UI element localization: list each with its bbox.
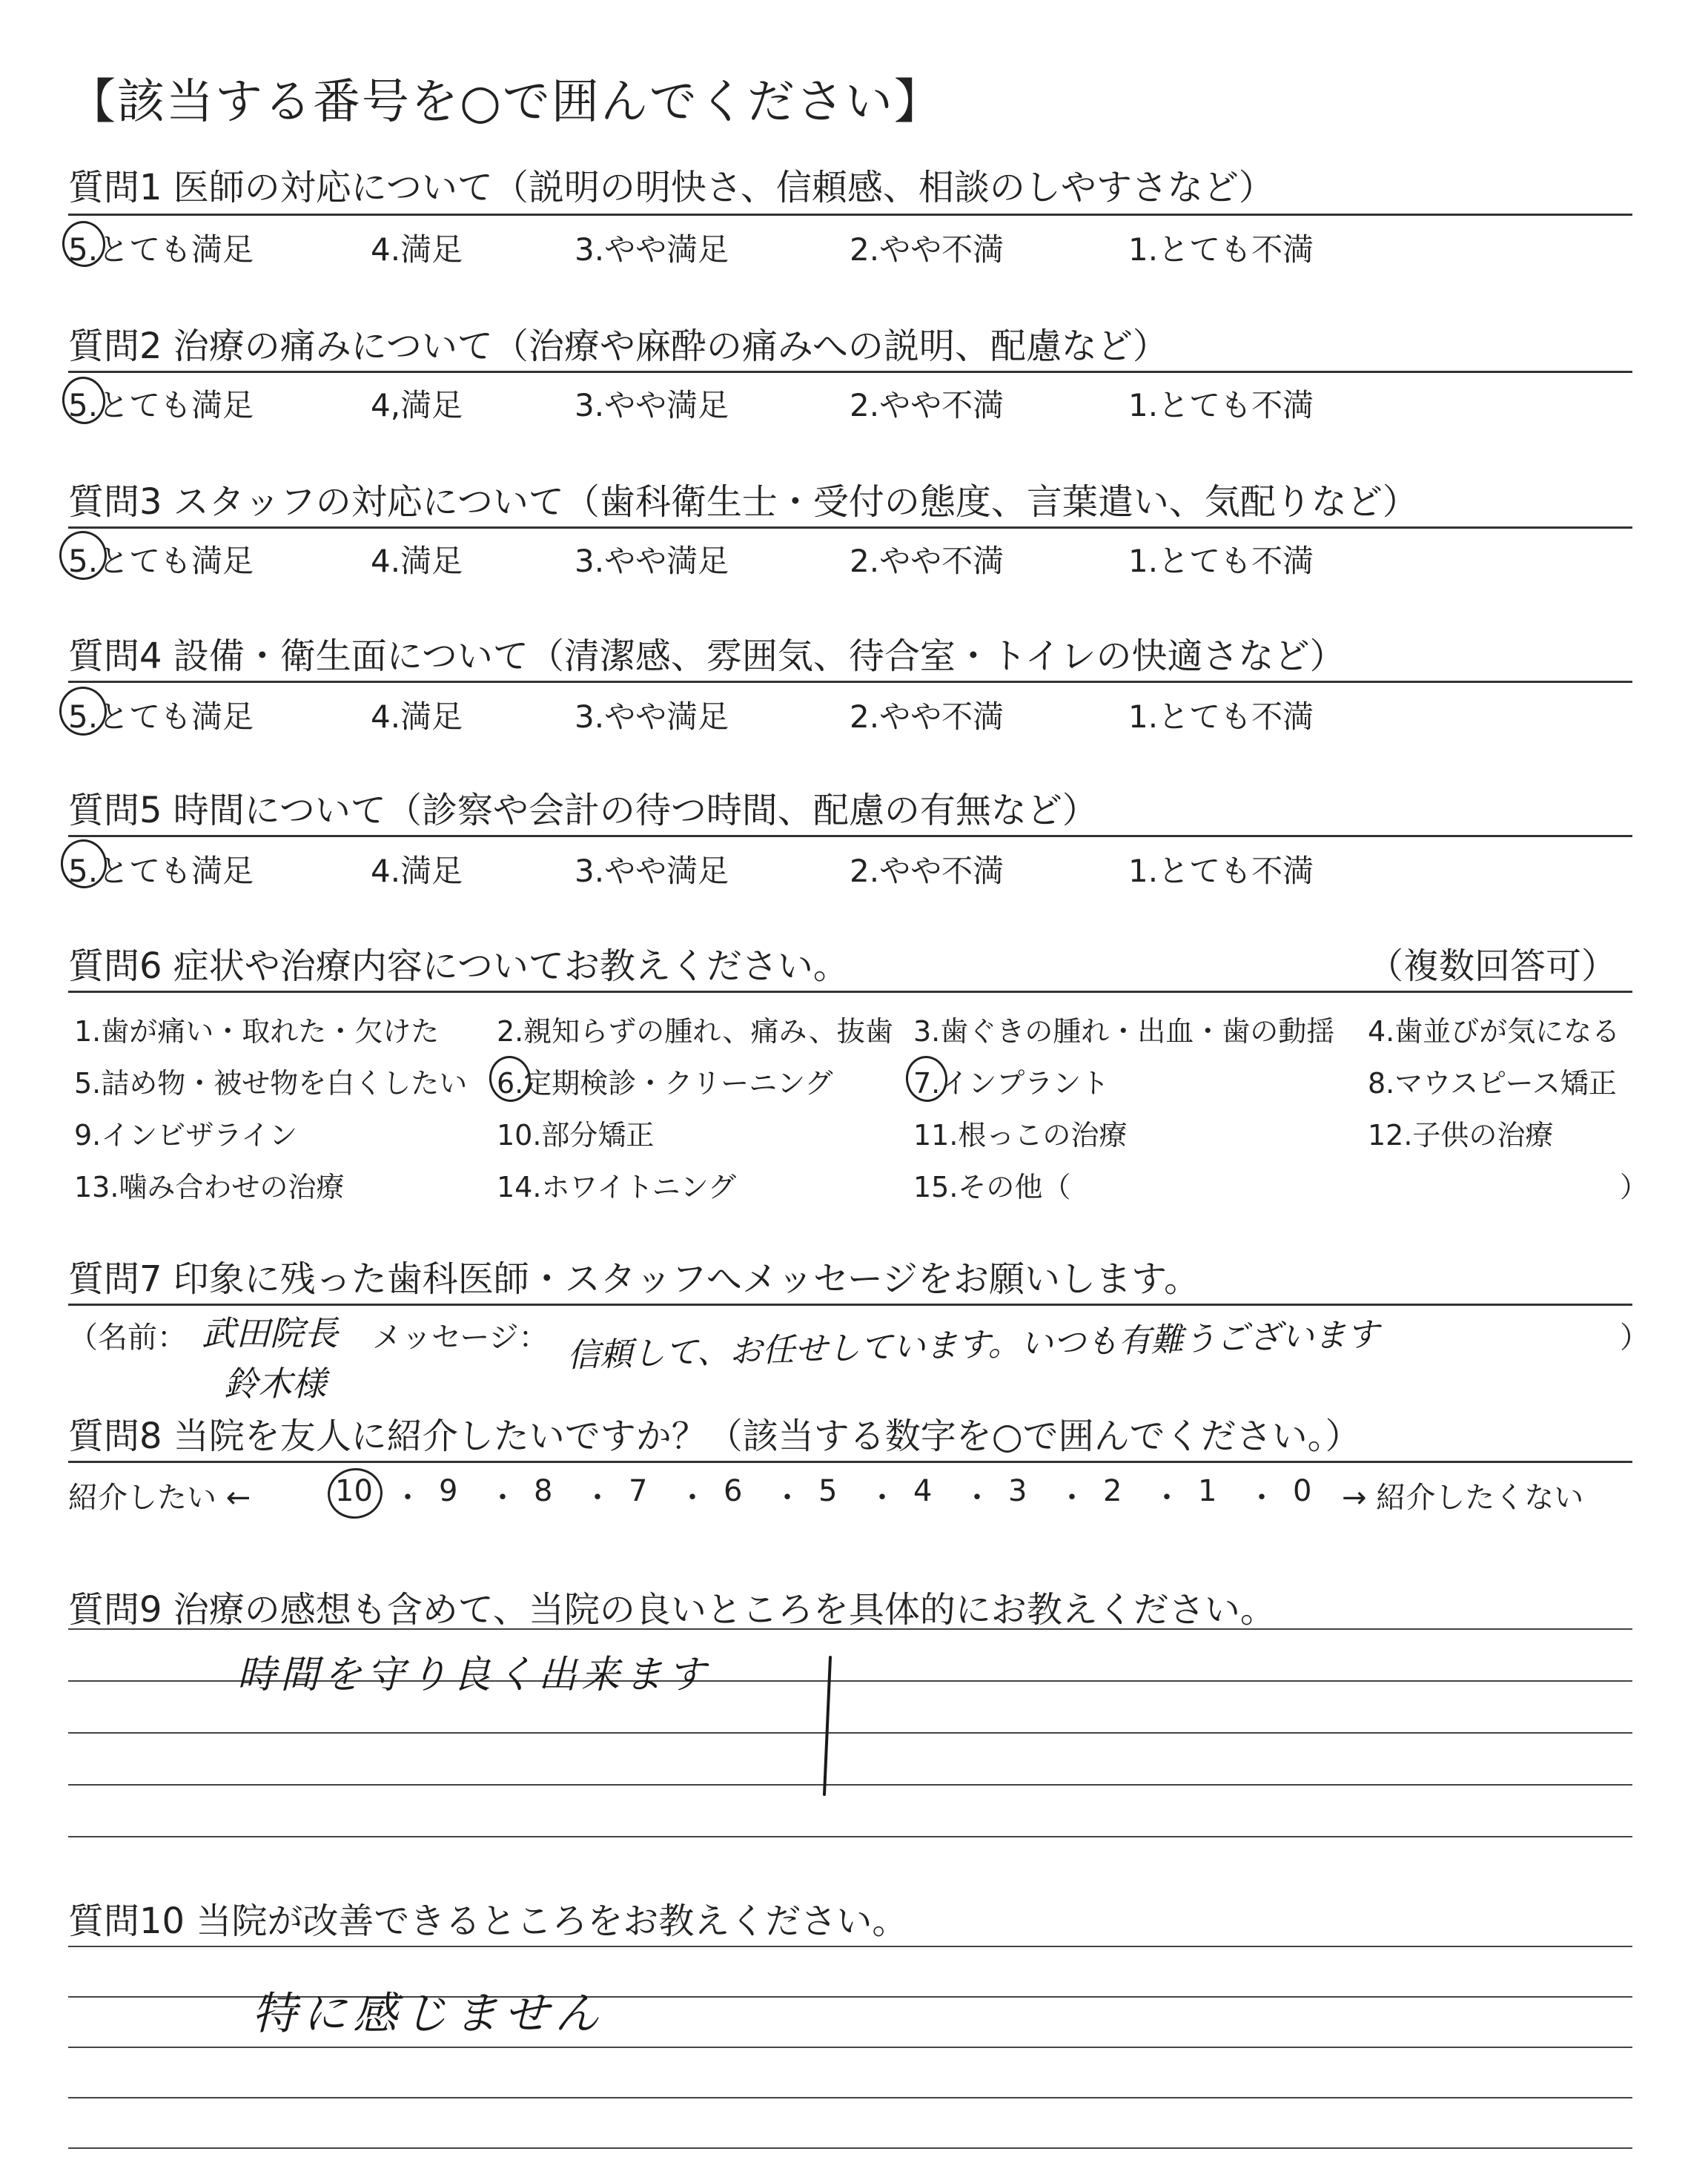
q8-scale-5[interactable]: 5 bbox=[818, 1474, 838, 1508]
question-8-title: 質問8 当院を友人に紹介したいですか？（該当する数字を○で囲んでください。） bbox=[68, 1416, 1361, 1457]
q2-option-5[interactable]: 5.とても満足 bbox=[68, 387, 254, 423]
q8-scale-dot: ・ bbox=[772, 1481, 802, 1515]
q6-item-14[interactable]: 14.ホワイトニング bbox=[497, 1171, 737, 1203]
question-9-title: 質問9 治療の感想も含めて、当院の良いところを具体的にお教えください。 bbox=[68, 1589, 1276, 1631]
question-7-title: 質問7 印象に残った歯科医師・スタッフへメッセージをお願いします。 bbox=[68, 1258, 1200, 1300]
q5-option-1[interactable]: 1.とても不満 bbox=[1128, 853, 1314, 889]
q3-option-5[interactable]: 5.とても満足 bbox=[68, 543, 254, 579]
q6-item-8[interactable]: 8.マウスピース矯正 bbox=[1368, 1067, 1617, 1100]
form-heading: 【該当する番号を○で囲んでください】 bbox=[68, 75, 943, 130]
question-2-title: 質問2 治療の痛みについて（治療や麻酔の痛みへの説明、配慮など） bbox=[68, 326, 1168, 367]
q8-scale-0[interactable]: 0 bbox=[1293, 1474, 1312, 1508]
question-6-rule bbox=[68, 991, 1632, 993]
q8-scale-7[interactable]: 7 bbox=[629, 1474, 648, 1508]
q1-option-2[interactable]: 2.やや不満 bbox=[850, 231, 1004, 268]
q6-item-2[interactable]: 2.親知らずの腫れ、痛み、抜歯 bbox=[497, 1015, 893, 1048]
q5-option-3[interactable]: 3.やや満足 bbox=[575, 853, 729, 889]
question-10-title: 質問10 当院が改善できるところをお教えください。 bbox=[68, 1900, 908, 1942]
q1-option-5[interactable]: 5.とても満足 bbox=[68, 231, 254, 268]
q10-writing-line bbox=[68, 2047, 1632, 2048]
q7-name-handwritten-1[interactable]: 武田院長 bbox=[202, 1313, 338, 1353]
q8-scale-dot: ・ bbox=[1247, 1481, 1277, 1515]
q8-scale-dot: ・ bbox=[393, 1481, 423, 1515]
question-4-rule bbox=[68, 681, 1632, 683]
q4-option-1[interactable]: 1.とても不満 bbox=[1128, 698, 1314, 735]
q5-option-4[interactable]: 4.満足 bbox=[371, 853, 463, 889]
q4-option-4[interactable]: 4.満足 bbox=[371, 698, 463, 735]
q8-scale-dot: ・ bbox=[1152, 1481, 1182, 1515]
q8-scale-9[interactable]: 9 bbox=[439, 1474, 458, 1508]
q2-option-1[interactable]: 1.とても不満 bbox=[1128, 387, 1314, 423]
q6-item-11[interactable]: 11.根っこの治療 bbox=[913, 1119, 1128, 1152]
question-7-rule bbox=[68, 1304, 1632, 1306]
q6-item-6[interactable]: 6.定期検診・クリーニング bbox=[497, 1067, 833, 1100]
q9-writing-line bbox=[68, 1628, 1632, 1630]
q3-option-2[interactable]: 2.やや不満 bbox=[850, 543, 1004, 579]
question-1-title: 質問1 医師の対応について（説明の明快さ、信頼感、相談のしやすさなど） bbox=[68, 167, 1274, 208]
q5-option-5[interactable]: 5.とても満足 bbox=[68, 853, 254, 889]
q8-scale-6[interactable]: 6 bbox=[724, 1474, 743, 1508]
q6-item-15[interactable]: 15.その他（ bbox=[913, 1171, 1071, 1203]
question-2-rule bbox=[68, 371, 1632, 373]
q5-option-2[interactable]: 2.やや不満 bbox=[850, 853, 1004, 889]
q6-item-12[interactable]: 12.子供の治療 bbox=[1368, 1119, 1554, 1152]
q9-writing-line bbox=[68, 1784, 1632, 1786]
question-4-title: 質問4 設備・衛生面について（清潔感、雰囲気、待合室・トイレの快適さなど） bbox=[68, 635, 1345, 677]
q7-message-label: メッセージ： bbox=[372, 1321, 549, 1355]
q6-item-7[interactable]: 7.インプラント bbox=[913, 1067, 1110, 1100]
q6-item-3[interactable]: 3.歯ぐきの腫れ・出血・歯の動揺 bbox=[913, 1015, 1335, 1048]
q6-item-13[interactable]: 13.噛み合わせの治療 bbox=[74, 1171, 345, 1203]
q8-scale-2[interactable]: 2 bbox=[1103, 1474, 1122, 1508]
q8-right-label: → 紹介したくない bbox=[1342, 1481, 1584, 1515]
q8-scale-dot: ・ bbox=[583, 1481, 612, 1515]
q6-item-10[interactable]: 10.部分矯正 bbox=[497, 1119, 655, 1152]
question-5-rule bbox=[68, 835, 1632, 837]
question-6-note: （複数回答可） bbox=[1368, 945, 1618, 987]
q2-option-4[interactable]: 4,満足 bbox=[371, 387, 463, 423]
q6-item-15-close: ） bbox=[1620, 1171, 1649, 1203]
q10-writing-line bbox=[68, 1946, 1632, 1947]
q4-option-3[interactable]: 3.やや満足 bbox=[575, 698, 729, 735]
q6-item-9[interactable]: 9.インビザライン bbox=[74, 1119, 298, 1152]
q9-writing-line bbox=[68, 1836, 1632, 1837]
q7-message-handwritten[interactable]: 信頼して、お任せしています。いつも有難うございます bbox=[566, 1315, 1380, 1375]
q3-option-3[interactable]: 3.やや満足 bbox=[575, 543, 729, 579]
q6-item-5[interactable]: 5.詰め物・被せ物を白くしたい bbox=[74, 1067, 468, 1100]
q8-scale-dot: ・ bbox=[1057, 1481, 1087, 1515]
q3-option-1[interactable]: 1.とても不満 bbox=[1128, 543, 1314, 579]
q7-close-paren: ） bbox=[1620, 1321, 1649, 1355]
q8-scale-8[interactable]: 8 bbox=[534, 1474, 553, 1508]
q10-writing-line bbox=[68, 2147, 1632, 2149]
q6-item-4[interactable]: 4.歯並びが気になる bbox=[1368, 1015, 1621, 1048]
q1-option-3[interactable]: 3.やや満足 bbox=[575, 231, 729, 268]
question-5-title: 質問5 時間について（診察や会計の待つ時間、配慮の有無など） bbox=[68, 790, 1098, 831]
q8-scale-4[interactable]: 4 bbox=[913, 1474, 933, 1508]
q4-option-5[interactable]: 5.とても満足 bbox=[68, 698, 254, 735]
q8-selected-circle bbox=[325, 1464, 386, 1522]
q8-scale-dot: ・ bbox=[867, 1481, 897, 1515]
q8-scale-dot: ・ bbox=[488, 1481, 517, 1515]
q9-pen-stroke bbox=[815, 1654, 845, 1802]
q1-option-1[interactable]: 1.とても不満 bbox=[1128, 231, 1314, 268]
question-8-rule bbox=[68, 1461, 1632, 1463]
q4-option-2[interactable]: 2.やや不満 bbox=[850, 698, 1004, 735]
question-3-rule bbox=[68, 526, 1632, 529]
q3-option-4[interactable]: 4.満足 bbox=[371, 543, 463, 579]
q9-handwritten-answer[interactable]: 時間を守り良く出来ます bbox=[237, 1653, 711, 1697]
q8-scale-3[interactable]: 3 bbox=[1008, 1474, 1027, 1508]
question-1-rule bbox=[68, 214, 1632, 216]
q9-writing-line bbox=[68, 1732, 1632, 1734]
q8-scale-dot: ・ bbox=[678, 1481, 707, 1515]
q10-writing-line bbox=[68, 2097, 1632, 2098]
q10-handwritten-answer[interactable]: 特に感じません bbox=[252, 1988, 605, 2040]
q8-left-label: 紹介したい ← bbox=[68, 1481, 251, 1515]
q1-option-4[interactable]: 4.満足 bbox=[371, 231, 463, 268]
q6-item-1[interactable]: 1.歯が痛い・取れた・欠けた bbox=[74, 1015, 440, 1048]
question-3-title: 質問3 スタッフの対応について（歯科衛生士・受付の態度、言葉遣い、気配りなど） bbox=[68, 481, 1418, 523]
q2-option-3[interactable]: 3.やや満足 bbox=[575, 387, 729, 423]
q8-scale-dot: ・ bbox=[962, 1481, 992, 1515]
q7-name-handwritten-2[interactable]: 鈴木様 bbox=[224, 1364, 326, 1404]
q8-scale-1[interactable]: 1 bbox=[1198, 1474, 1217, 1508]
q2-option-2[interactable]: 2.やや不満 bbox=[850, 387, 1004, 423]
q7-name-label: （名前： bbox=[68, 1321, 187, 1355]
q8-scale-10[interactable]: 10 bbox=[335, 1474, 373, 1508]
question-6-title: 質問6 症状や治療内容についてお教えください。 bbox=[68, 945, 849, 987]
